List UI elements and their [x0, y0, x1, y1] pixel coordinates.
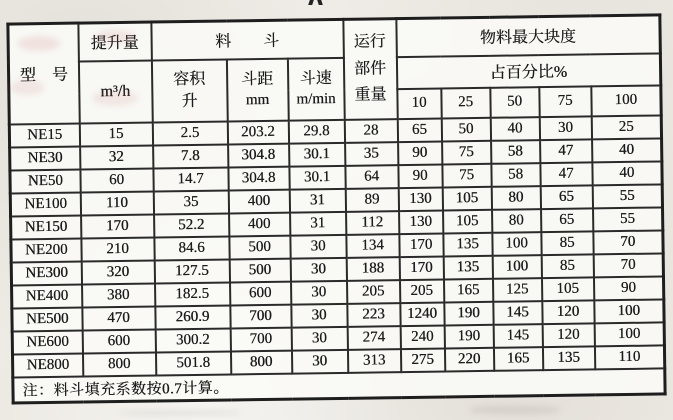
- percent-col-25: 25: [441, 87, 490, 118]
- volume-cell: 260.9: [155, 305, 230, 329]
- p75-cell: 85: [541, 254, 593, 278]
- p10-cell: 275: [400, 348, 444, 372]
- p50-cell: 80: [492, 209, 541, 233]
- weight-cell: 274: [347, 326, 400, 350]
- p50-cell: 80: [491, 186, 540, 210]
- scanned-sheet: [6, 13, 663, 404]
- pitch-cell: 500: [229, 258, 290, 282]
- scan-smudge: [470, 406, 560, 414]
- capacity-cell: 320: [81, 260, 154, 284]
- pitch-cell: 600: [230, 281, 291, 305]
- weight-cell: 35: [345, 142, 398, 166]
- weight-cell: 89: [345, 188, 398, 212]
- cropped-title-fragment: [308, 0, 324, 5]
- p25-cell: 50: [441, 117, 490, 141]
- p10-cell: 90: [398, 141, 442, 165]
- weight-cell: 223: [347, 303, 400, 327]
- pitch-cell: 400: [228, 189, 289, 213]
- p75-cell: 65: [541, 208, 593, 232]
- p10-cell: 170: [399, 233, 443, 257]
- col-header-capacity: 提升量: [78, 22, 152, 61]
- p50-cell: 100: [492, 255, 541, 279]
- col-header-running-parts: [343, 19, 397, 120]
- model-cell: NE15: [9, 123, 79, 147]
- p50-cell: 40: [490, 117, 539, 141]
- p100-cell: 55: [592, 184, 662, 208]
- model-cell: NE50: [10, 169, 80, 193]
- running-parts-line: 部件: [353, 59, 387, 78]
- p10-cell: 1240: [400, 302, 444, 326]
- scan-smudge: [120, 410, 240, 416]
- capacity-cell: 380: [82, 283, 155, 307]
- p100-cell: 110: [594, 345, 664, 369]
- capacity-cell: 170: [81, 214, 154, 238]
- p10-cell: 170: [399, 256, 443, 280]
- p50-cell: 125: [492, 278, 541, 302]
- p25-cell: 190: [444, 324, 493, 348]
- pitch-label: 斗距: [241, 70, 274, 88]
- model-cell: NE400: [12, 284, 82, 308]
- p100-cell: 55: [593, 207, 663, 231]
- speed-cell: 30: [290, 257, 346, 281]
- capacity-cell: 210: [81, 237, 154, 261]
- model-cell: NE500: [12, 307, 82, 331]
- p25-cell: 165: [444, 278, 493, 302]
- model-cell: NE800: [12, 353, 82, 377]
- speed-cell: 30: [291, 280, 347, 304]
- col-header-percent: 占百分比%: [396, 53, 660, 89]
- p75-cell: 135: [542, 346, 594, 370]
- volume-cell: 127.5: [154, 259, 229, 283]
- volume-cell: 14.7: [153, 167, 228, 191]
- weight-cell: 313: [347, 349, 400, 373]
- speed-cell: 31: [289, 188, 345, 212]
- capacity-cell: 800: [82, 352, 155, 376]
- speed-cell: 30.1: [289, 165, 345, 189]
- col-header-capacity-unit: m³/h: [78, 60, 152, 123]
- capacity-cell: 32: [80, 145, 153, 169]
- volume-cell: 7.8: [153, 144, 228, 168]
- p50-cell: 100: [492, 232, 541, 256]
- speed-label: 斗速: [299, 69, 332, 88]
- pitch-cell: 400: [229, 212, 290, 236]
- pitch-unit: mm: [245, 92, 270, 109]
- weight-cell: 134: [346, 234, 399, 258]
- p75-cell: 120: [542, 300, 594, 324]
- table-note: 注：料斗填充系数按0.7计算。: [13, 368, 665, 403]
- p25-cell: 220: [444, 347, 493, 371]
- model-cell: NE30: [10, 146, 80, 170]
- p75-cell: 65: [540, 185, 592, 209]
- p75-cell: 105: [541, 277, 593, 301]
- p75-cell: 47: [540, 139, 592, 163]
- p25-cell: 135: [443, 255, 492, 279]
- p100-cell: 100: [594, 322, 664, 346]
- volume-cell: 182.5: [155, 282, 230, 306]
- p25-cell: 105: [443, 209, 492, 233]
- capacity-cell: 470: [82, 306, 155, 330]
- speed-cell: 29.8: [288, 119, 344, 143]
- speed-cell: 30: [290, 234, 346, 258]
- pitch-cell: 700: [230, 327, 291, 351]
- speed-cell: 31: [290, 211, 346, 235]
- p10-cell: 90: [398, 164, 442, 188]
- weight-cell: 28: [344, 119, 397, 143]
- running-parts-line: 重量: [354, 86, 387, 104]
- pitch-cell: 800: [230, 350, 291, 374]
- volume-cell: 35: [153, 190, 228, 214]
- pitch-cell: 203.2: [227, 120, 288, 144]
- p25-cell: 75: [442, 163, 491, 187]
- col-header-pitch: [226, 58, 288, 121]
- p100-cell: 40: [592, 138, 662, 162]
- percent-col-100: 100: [591, 85, 661, 116]
- p100-cell: 100: [594, 299, 664, 323]
- pitch-cell: 500: [229, 235, 290, 259]
- p10-cell: 130: [398, 187, 442, 211]
- capacity-cell: 110: [80, 191, 153, 215]
- pitch-cell: 700: [230, 304, 291, 328]
- col-header-model: 型 号: [8, 23, 79, 124]
- capacity-cell: 15: [79, 122, 152, 146]
- p100-cell: 90: [593, 276, 663, 300]
- p100-cell: 70: [593, 253, 663, 277]
- p25-cell: 105: [442, 186, 491, 210]
- volume-cell: 84.6: [154, 236, 229, 260]
- col-header-bucket-group: 料 斗: [151, 19, 344, 60]
- p10-cell: 130: [399, 210, 443, 234]
- volume-cell: 2.5: [152, 121, 227, 145]
- weight-cell: 205: [347, 280, 400, 304]
- percent-col-50: 50: [490, 87, 539, 118]
- volume-cell: 300.2: [155, 328, 230, 352]
- model-cell: NE600: [12, 330, 82, 354]
- weight-cell: 64: [345, 165, 398, 189]
- col-header-lump-size: 物料最大块度: [396, 15, 661, 57]
- pitch-cell: 304.8: [228, 166, 289, 190]
- model-cell: NE150: [11, 215, 81, 239]
- p10-cell: 65: [397, 118, 441, 142]
- p25-cell: 75: [442, 140, 491, 164]
- volume-cell: 501.8: [155, 351, 230, 375]
- percent-col-10: 10: [397, 88, 441, 119]
- p50-cell: 145: [493, 301, 542, 325]
- p50-cell: 145: [493, 324, 542, 348]
- capacity-cell: 600: [82, 329, 155, 353]
- col-header-volume: [151, 59, 227, 122]
- volume-unit: 升: [181, 92, 198, 110]
- model-cell: NE300: [11, 261, 81, 285]
- speed-cell: 30: [291, 326, 347, 350]
- p75-cell: 47: [540, 162, 592, 186]
- model-cell: NE200: [11, 238, 81, 262]
- speed-cell: 30: [291, 303, 347, 327]
- weight-cell: 112: [346, 211, 399, 235]
- p75-cell: 30: [539, 116, 591, 140]
- col-header-speed: [287, 57, 344, 120]
- p50-cell: 165: [493, 347, 542, 371]
- p25-cell: 135: [443, 232, 492, 256]
- p25-cell: 190: [444, 301, 493, 325]
- speed-unit: m/min: [296, 91, 336, 108]
- p75-cell: 85: [541, 231, 593, 255]
- p50-cell: 58: [491, 140, 540, 164]
- speed-cell: 30.1: [289, 142, 345, 166]
- capacity-cell: 60: [80, 168, 153, 192]
- spec-table: [6, 13, 666, 404]
- p100-cell: 70: [593, 230, 663, 254]
- p75-cell: 120: [542, 323, 594, 347]
- weight-cell: 188: [346, 257, 399, 281]
- model-cell: NE100: [10, 192, 80, 216]
- volume-cell: 52.2: [154, 213, 229, 237]
- running-parts-line: 运行: [353, 33, 386, 51]
- speed-cell: 30: [291, 349, 347, 373]
- p10-cell: 240: [400, 325, 444, 349]
- pitch-cell: 304.8: [228, 143, 289, 167]
- p100-cell: 40: [592, 161, 662, 185]
- volume-label: 容积: [173, 70, 206, 89]
- percent-col-75: 75: [539, 86, 591, 117]
- p100-cell: 25: [591, 115, 661, 139]
- p50-cell: 58: [491, 163, 540, 187]
- p10-cell: 205: [400, 279, 444, 303]
